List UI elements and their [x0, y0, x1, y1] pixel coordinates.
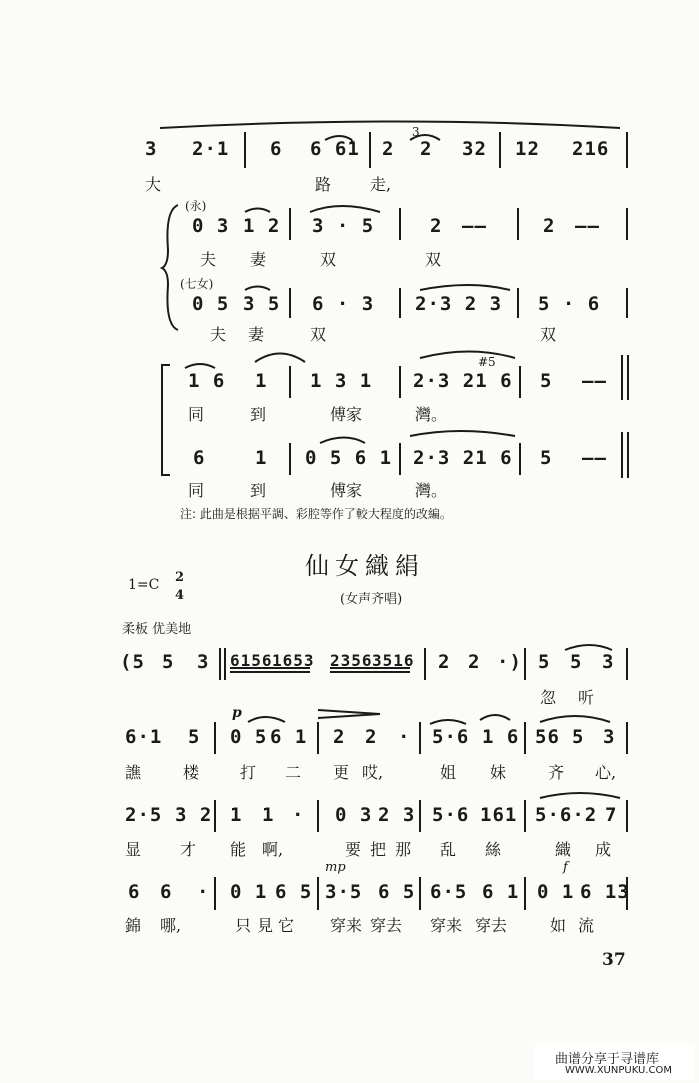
note: 2: [438, 651, 451, 673]
note: 1 2: [243, 215, 281, 237]
note: 2 3: [378, 804, 416, 826]
note: 2·3 21 6: [413, 370, 513, 392]
lyric: 穿去: [370, 916, 403, 935]
note: 7: [605, 804, 618, 826]
lyric: 錦: [125, 916, 142, 935]
lyric: 譙: [125, 763, 142, 782]
lyric: 更: [333, 763, 350, 782]
subtitle: (女声齐唱): [340, 592, 403, 607]
note: 32: [462, 138, 487, 160]
lyric: 妻: [248, 325, 265, 344]
sharp-mark: #5: [478, 355, 496, 369]
note: 5: [572, 726, 585, 748]
lyric: 妻: [250, 250, 267, 269]
lyric: 灣。: [415, 405, 448, 424]
lyric: 齐: [548, 763, 565, 782]
note: 3: [602, 651, 615, 673]
grace-note: 3: [412, 125, 420, 139]
lyric: 穿来: [430, 916, 463, 935]
lyric: 走,: [370, 175, 392, 194]
note: 6 6̇1: [310, 138, 360, 160]
note: 161: [480, 804, 518, 826]
note: 6·5: [430, 881, 468, 903]
note: 5: [540, 370, 553, 392]
lyric: 显: [125, 840, 142, 859]
lyric: 二: [285, 763, 302, 782]
note: 3 5: [243, 293, 281, 315]
note: 2: [365, 726, 378, 748]
lyric: 夫: [210, 325, 227, 344]
lyric: 哎,: [362, 763, 384, 782]
note: 1: [255, 370, 268, 392]
lyric: 双: [320, 250, 337, 269]
lyric: 双: [310, 325, 327, 344]
note: 3: [603, 726, 616, 748]
note: 6 5: [378, 881, 416, 903]
note: 56: [535, 726, 560, 748]
note: 1: [255, 447, 268, 469]
lyric: 織: [555, 840, 572, 859]
lyric: 楼: [183, 763, 200, 782]
note: ——: [582, 447, 607, 469]
note: 3·5: [325, 881, 363, 903]
lyric: 啊,: [262, 840, 284, 859]
note: 1 6: [188, 370, 226, 392]
lyric: 同: [188, 481, 205, 500]
note: 0 5 6 1: [305, 447, 393, 469]
note: 5: [540, 447, 553, 469]
lyric: 哪,: [160, 916, 182, 935]
lyric: 灣。: [415, 481, 448, 500]
note: 2: [468, 651, 481, 673]
note: 2: [420, 138, 433, 160]
lyric: 要: [345, 840, 362, 859]
lyric: 夫: [200, 250, 217, 269]
note: ——: [582, 370, 607, 392]
lyric: 路: [315, 175, 332, 194]
note: 6 5: [275, 881, 313, 903]
note: 0 1: [230, 881, 268, 903]
note: 2: [430, 215, 443, 237]
note: 6: [270, 138, 283, 160]
note: 1 6: [482, 726, 520, 748]
dynamic-mark: f: [563, 860, 568, 875]
footnote: 注: 此曲是根据平調、彩腔等作了較大程度的改編。: [180, 507, 452, 521]
time-sig-top: 2: [175, 570, 185, 585]
note: 2·1: [192, 138, 230, 160]
note: 6: [128, 881, 141, 903]
note: 5: [162, 651, 175, 673]
note: ·: [398, 726, 411, 748]
note: 0 5: [230, 726, 268, 748]
note: 6 1: [482, 881, 520, 903]
tempo-marking: 柔板 优美地: [122, 622, 192, 637]
lyric: 成: [595, 840, 612, 859]
note: 1 3 1: [310, 370, 373, 392]
lyric: 只: [235, 916, 252, 935]
note: 5 · 6: [538, 293, 601, 315]
note: 6·1: [125, 726, 163, 748]
lyric: 姐: [440, 763, 457, 782]
note: 5: [538, 651, 551, 673]
note: 6 1: [270, 726, 308, 748]
lyric: 能: [230, 840, 247, 859]
lyric: 到: [250, 405, 267, 424]
lyric: 听: [578, 688, 595, 707]
note: 2·5: [125, 804, 163, 826]
lyric: 那: [395, 840, 412, 859]
note: 0 3: [192, 215, 230, 237]
lyric: 乱: [440, 840, 457, 859]
note: 5·6: [432, 804, 470, 826]
note: 5: [570, 651, 583, 673]
note: 0 3: [335, 804, 373, 826]
time-sig-bottom: 4: [175, 588, 185, 603]
watermark: [535, 1044, 695, 1080]
watermark-line2: WWW.XUNPUKU.COM: [565, 1065, 672, 1076]
note: 1: [230, 804, 243, 826]
lyric: 大: [145, 175, 162, 194]
note: 12: [515, 138, 540, 160]
lyric: 双: [540, 325, 557, 344]
note: 6: [160, 881, 173, 903]
lyric: 打: [240, 763, 257, 782]
note: 216: [572, 138, 610, 160]
lyric: 它: [278, 916, 295, 935]
lyric: 穿来: [330, 916, 363, 935]
lyric: 把: [370, 840, 387, 859]
note: 6 13: [580, 881, 630, 903]
lyric: 傅家: [330, 405, 363, 424]
note: 3 · 5: [312, 215, 375, 237]
lyric: 見: [257, 916, 274, 935]
note: ·): [497, 651, 522, 673]
note: 3: [197, 651, 210, 673]
page-number: 37: [602, 950, 626, 970]
part-label: (七女): [180, 277, 214, 291]
lyric: 到: [250, 481, 267, 500]
part-label: (永): [185, 199, 207, 213]
note: 2·3 2 3: [415, 293, 503, 315]
note: 3: [145, 138, 158, 160]
song-title: 仙女織絹: [305, 552, 425, 580]
lyric: 流: [578, 916, 595, 935]
note: 5: [188, 726, 201, 748]
note: 5·6: [432, 726, 470, 748]
key-signature: 1=C: [128, 577, 160, 593]
note: 2: [543, 215, 556, 237]
lyric: 忽: [540, 688, 557, 707]
note: 2: [333, 726, 346, 748]
lyric: 絲: [485, 840, 502, 859]
dynamic-mark: p: [232, 705, 242, 721]
note: 3516: [372, 651, 415, 670]
lyric: 傅家: [330, 481, 363, 500]
note: 2356: [330, 651, 373, 670]
note: 0 5: [192, 293, 230, 315]
note: ·: [197, 881, 210, 903]
note: 2·3 21 6: [413, 447, 513, 469]
note: 1: [262, 804, 275, 826]
note: 2: [382, 138, 395, 160]
lyric: 穿去: [475, 916, 508, 935]
note: 6156: [230, 651, 273, 670]
note: 3 2: [175, 804, 213, 826]
note: 6: [193, 447, 206, 469]
dynamic-mark: mp: [325, 860, 346, 875]
note: ——: [575, 215, 600, 237]
lyric: 同: [188, 405, 205, 424]
lyric: 如: [550, 916, 567, 935]
lyric: 妹: [490, 763, 507, 782]
lyric: 双: [425, 250, 442, 269]
lyric: 才: [180, 840, 197, 859]
note: 1653: [272, 651, 315, 670]
note: ·: [292, 804, 305, 826]
note: 5·6·2: [535, 804, 598, 826]
watermark-line1: 曲谱分享于寻谱库: [555, 1052, 660, 1067]
note: ——: [462, 215, 487, 237]
lyric: 心,: [595, 763, 617, 782]
note: 0 1: [537, 881, 575, 903]
note: (5: [120, 651, 145, 673]
note: 6 · 3: [312, 293, 375, 315]
